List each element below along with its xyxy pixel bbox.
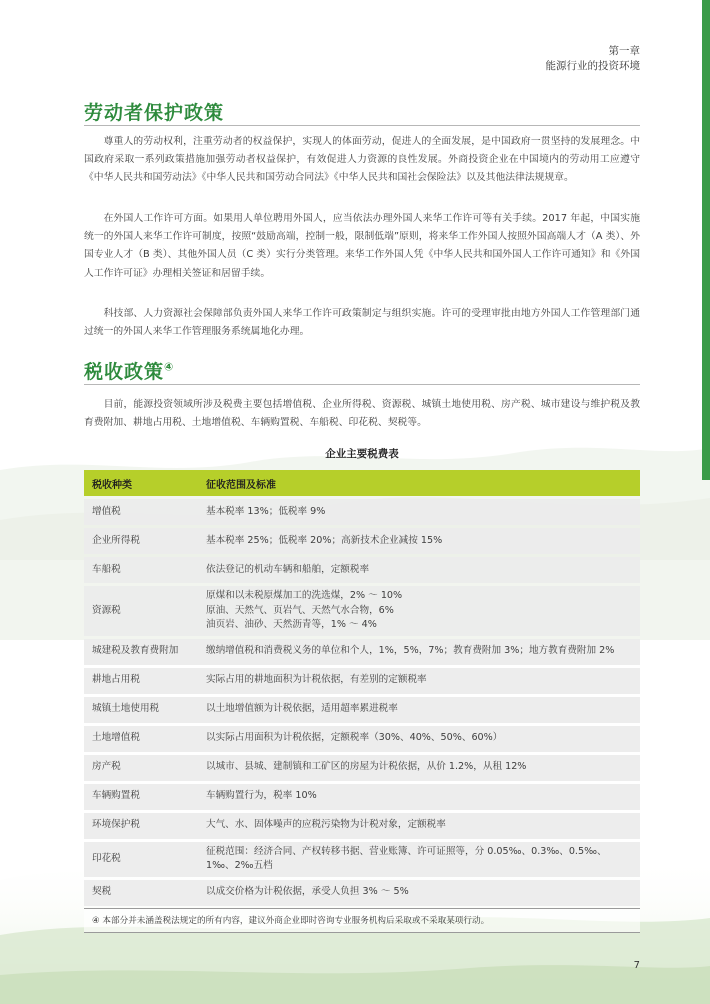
tax-type-cell: 耕地占用税 (84, 668, 198, 694)
section-title-labor: 劳动者保护政策 (84, 102, 225, 124)
chapter-title: 能源行业的投资环境 (545, 60, 640, 72)
table-row (84, 668, 640, 694)
tax-type-cell: 契税 (84, 880, 198, 906)
tax-table (84, 467, 640, 909)
section-title-tax-text: 税收政策 (84, 361, 165, 383)
tax-type-cell: 房产税 (84, 755, 198, 781)
labor-paragraph-2: 在外国人工作许可方面。如果用人单位聘用外国人，应当依法办理外国人来华工作许可等有关手续。2017 年起，中国实施统一的外国人来华工作许可制度，按照“鼓励高端，控制一般，限制低端”原则，将来华工作外国人按照外国高端人才（A 类）、外国专业人才（B 类）、其他外国人员（C 类）实行分类管理。来华工作外国人凭《中华人民共和国外国人工作许可通知》和《外国人工作许可证》办理相关签证和居留手续。 (84, 213, 640, 279)
tax-table-body (84, 499, 640, 906)
tax-type-cell: 车船税 (84, 557, 198, 583)
section-divider (84, 384, 640, 385)
tax-type-cell: 环境保护税 (84, 813, 198, 839)
chapter-side-bar (702, 0, 710, 480)
tax-scope-cell: 大气、水、固体噪声的应税污染物为计税对象，定额税率 (198, 813, 640, 839)
tax-scope-cell: 依法登记的机动车辆和船舶，定额税率 (198, 557, 640, 583)
tax-type-cell: 城建税及教育费附加 (84, 639, 198, 665)
tax-type-cell: 资源税 (84, 586, 198, 636)
footnote: ④ 本部分并未涵盖税法规定的所有内容，建议外商企业即时咨询专业服务机构后采取或不采取某项行动。 (84, 908, 640, 933)
tax-type-cell: 印花税 (84, 842, 198, 877)
tax-type-cell: 车辆购置税 (84, 784, 198, 810)
tax-scope-cell: 原煤和以未税原煤加工的洗选煤，2% ～ 10% 原油、天然气、页岩气、天然气水合物，6% 油页岩、油砂、天然沥青等，1% ～ 4% (198, 586, 640, 636)
table-row (84, 726, 640, 752)
tax-scope-cell: 以成交价格为计税依据，承受人负担 3% ～ 5% (198, 880, 640, 906)
tax-scope-cell: 征税范围：经济合同、产权转移书据、营业账簿、许可证照等，分 0.05‰、0.3‰、0.5‰、1‰、2‰五档 (198, 842, 640, 877)
labor-paragraph-1: 尊重人的劳动权利，注重劳动者的权益保护，实现人的体面劳动，促进人的全面发展，是中国政府一贯坚持的发展理念。中国政府采取一系列政策措施加强劳动者权益保护，有效促进人力资源的良性发展。外商投资企业在中国境内的劳动用工应遵守《中华人民共和国劳动法》《中华人民共和国劳动合同法》《中华人民共和国社会保险法》以及其他法律法规规章。 (84, 136, 640, 184)
tax-type-cell: 企业所得税 (84, 528, 198, 554)
tax-paragraph: 目前，能源投资领域所涉及税费主要包括增值税、企业所得税、资源税、城镇土地使用税、房产税、城市建设与维护税及教育费附加、耕地占用税、土地增值税、车辆购置税、车船税、印花税、契税等。 (84, 399, 640, 429)
tax-scope-cell: 基本税率 25%；低税率 20%；高新技术企业减按 15% (198, 528, 640, 554)
section-divider (84, 125, 640, 126)
table-row (84, 586, 640, 636)
chapter-header (546, 44, 641, 74)
tax-scope-cell: 实际占用的耕地面积为计税依据，有差别的定额税率 (198, 668, 640, 694)
table-row (84, 499, 640, 525)
tax-scope-cell: 以实际占用面积为计税依据，定额税率（30%、40%、50%、60%） (198, 726, 640, 752)
tax-scope-cell: 基本税率 13%；低税率 9% (198, 499, 640, 525)
column-header-scope: 征收范围及标准 (198, 470, 640, 496)
tax-scope-cell: 以土地增值额为计税依据，适用超率累进税率 (198, 697, 640, 723)
labor-paragraph-3: 科技部、人力资源社会保障部负责外国人来华工作许可政策制定与组织实施。许可的受理审批由地方外国人工作管理部门通过统一的外国人来华工作管理服务系统属地化办理。 (84, 308, 640, 338)
chapter-number: 第一章 (608, 45, 640, 57)
tax-scope-cell: 以城市、县城、建制镇和工矿区的房屋为计税依据，从价 1.2%，从租 12% (198, 755, 640, 781)
table-row (84, 880, 640, 906)
table-title: 企业主要税费表 (325, 448, 399, 460)
table-row (84, 697, 640, 723)
table-row (84, 842, 640, 877)
tax-scope-cell: 缴纳增值税和消费税义务的单位和个人，1%，5%，7%；教育费附加 3%；地方教育费附加 2% (198, 639, 640, 665)
section-title-tax (84, 357, 174, 384)
table-row (84, 784, 640, 810)
column-header-tax-type: 税收种类 (84, 470, 198, 496)
table-row (84, 557, 640, 583)
page-number: 7 (633, 960, 640, 971)
table-row (84, 813, 640, 839)
footnote-marker: ④ (164, 360, 175, 374)
tax-type-cell: 城镇土地使用税 (84, 697, 198, 723)
tax-type-cell: 土地增值税 (84, 726, 198, 752)
tax-type-cell: 增值税 (84, 499, 198, 525)
table-row (84, 755, 640, 781)
tax-scope-cell: 车辆购置行为，税率 10% (198, 784, 640, 810)
table-header-row (84, 470, 640, 496)
table-row (84, 528, 640, 554)
table-row (84, 639, 640, 665)
